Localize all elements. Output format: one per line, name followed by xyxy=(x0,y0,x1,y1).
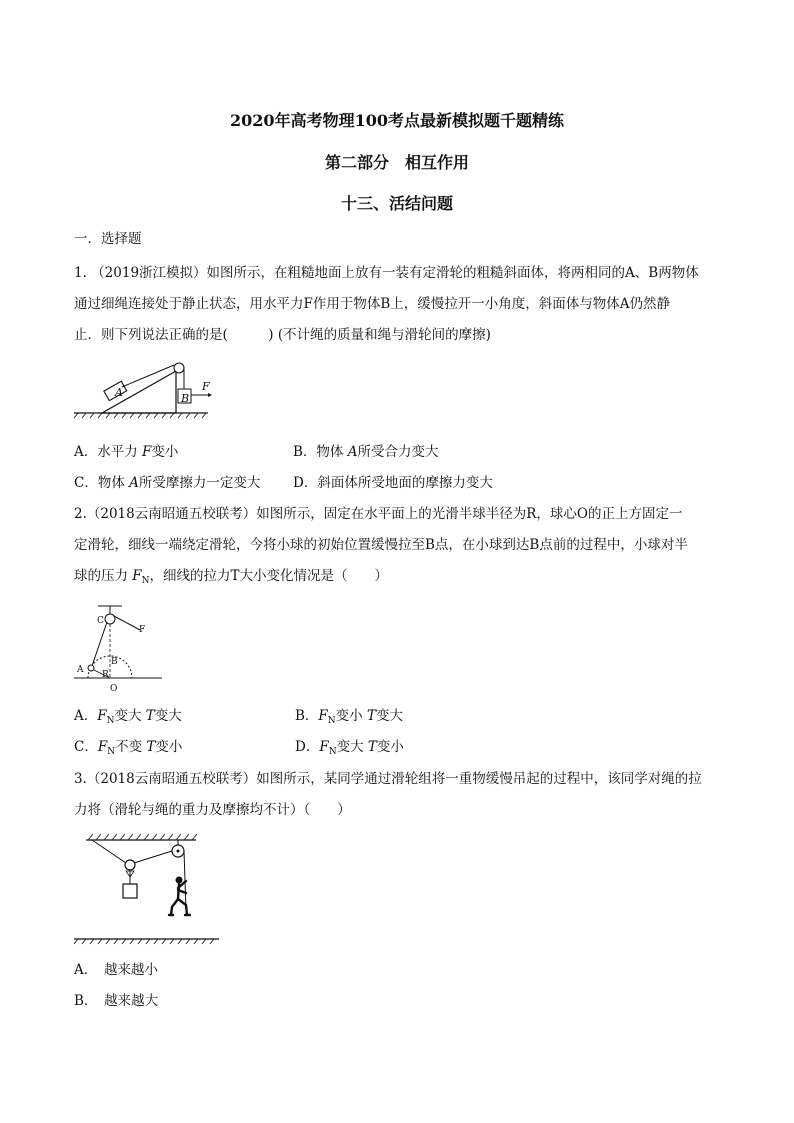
q1-fig-label-a: A xyxy=(115,386,123,399)
q1-line-3: 止．则下列说法正确的是( ) (不计绳的质量和绳与滑轮间的摩擦) xyxy=(74,327,491,343)
q2-fig-label-a: A xyxy=(77,665,84,675)
q2-fig-label-b: B xyxy=(111,657,118,667)
q1-fig-label-b: B xyxy=(181,392,190,405)
q2-option-b: B．$F_N$变小 T变大 xyxy=(295,708,403,726)
q2-hemisphere-figure xyxy=(74,602,164,692)
q1-option-d: D．斜面体所受地面的摩擦力变大 xyxy=(293,475,493,491)
q1-option-a: A．水平力 F变小 xyxy=(74,444,179,460)
part-title: 第二部分 相互作用 xyxy=(324,153,469,172)
q1-line-1: 1. （2019浙江模拟）如图所示，在粗糙地面上放有一装有定滑轮的粗糙斜面体，将两相同的A、B两物体 xyxy=(74,265,699,281)
q3-line-1: 3.（2018云南昭通五校联考）如图所示，某同学通过滑轮组将一重物缓慢吊起的过程中，该同学对绳的拉 xyxy=(74,771,702,787)
topic-title: 十三、活结问题 xyxy=(340,194,453,213)
q1-option-b: B．物体 A所受合力变大 xyxy=(293,444,439,460)
q2-line-3: 球的压力 $F_N$，细线的拉力T大小变化情况是（ ） xyxy=(74,568,389,586)
q1-incline-figure xyxy=(74,357,214,417)
q3-option-b: B． 越来越大 xyxy=(74,993,159,1009)
q2-option-d: D．$F_N$变大 T变小 xyxy=(295,739,404,757)
document-title: 2020年高考物理100考点最新模拟题千题精练 xyxy=(230,111,564,130)
q1-option-c: C．物体 A所受摩擦力一定变大 xyxy=(74,475,261,491)
q3-line-2: 力将（滑轮与绳的重力及摩擦均不计）（ ） xyxy=(74,802,351,818)
q1-line-2: 通过细绳连接处于静止状态，用水平力F作用于物体B上，缓慢拉开一小角度，斜面体与物体A仍然静 xyxy=(74,296,671,312)
q2-option-a: A．$F_N$变大 T变大 xyxy=(74,708,182,726)
q3-option-a: A． 越来越小 xyxy=(74,962,158,978)
q2-fig-label-c: C xyxy=(97,616,104,626)
q2-line-2: 定滑轮，细线一端绕定滑轮，今将小球的初始位置缓慢拉至B点，在小球到达B点前的过程中，小球对半 xyxy=(74,537,688,553)
q2-fig-label-o: O xyxy=(110,684,118,694)
q3-pulley-figure xyxy=(74,833,219,945)
q1-fig-label-f: F xyxy=(202,380,210,393)
q2-fig-label-r: R xyxy=(102,670,109,680)
q2-fig-label-f: F xyxy=(139,625,146,635)
q2-line-1: 2.（2018云南昭通五校联考）如图所示，固定在水平面上的光滑半球半径为R，球心O的正上方固定一 xyxy=(74,506,683,522)
q2-option-c: C．$F_N$不变 T变小 xyxy=(74,739,183,757)
section-heading: 一．选择题 xyxy=(74,231,142,247)
